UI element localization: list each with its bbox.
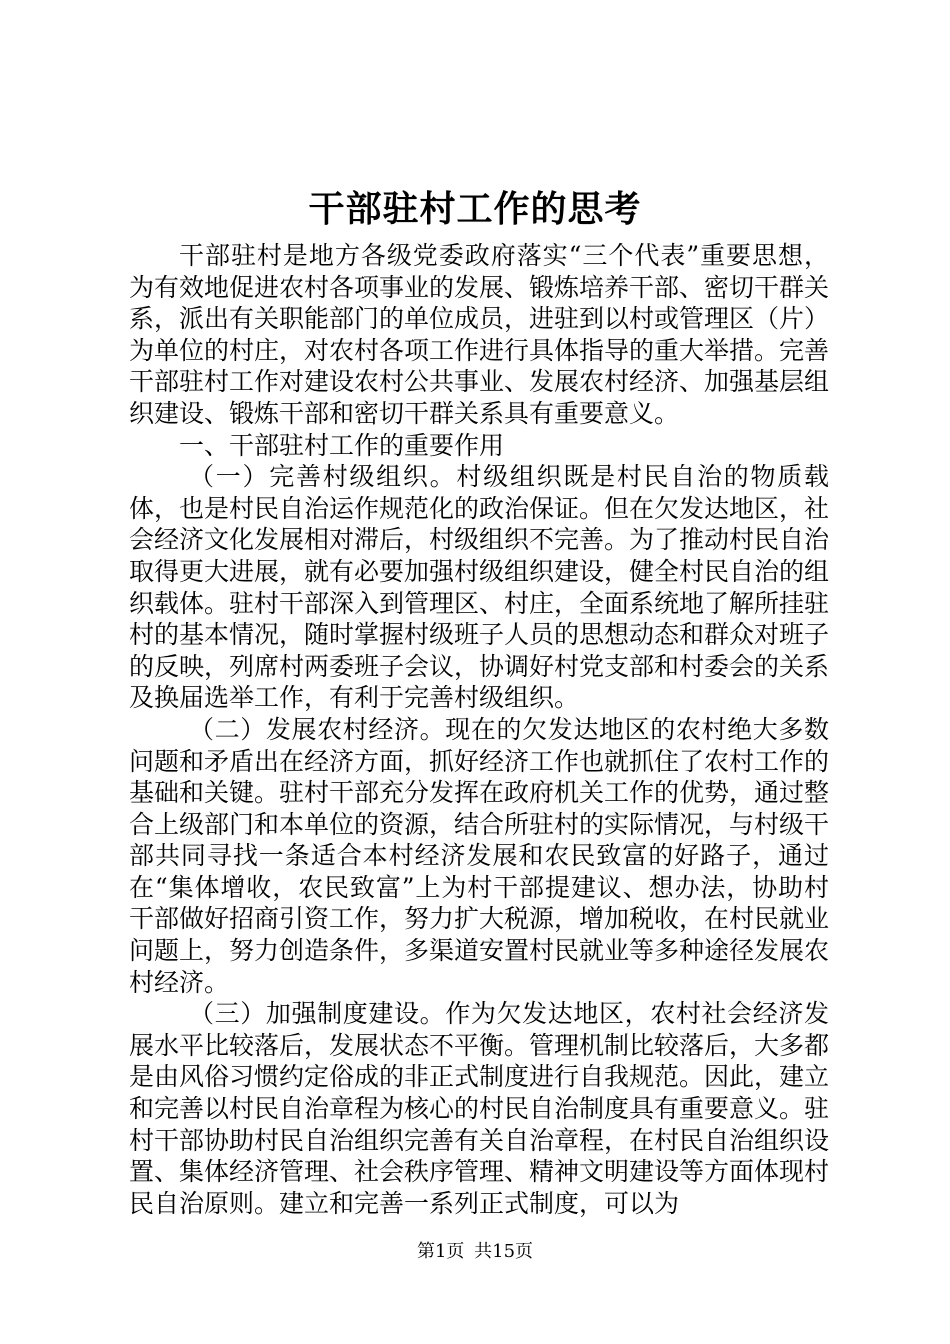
document-title: 干部驻村工作的思考	[308, 188, 642, 230]
page-number: 第1页	[416, 1241, 465, 1262]
page-footer	[0, 1240, 950, 1264]
subsection-paragraph-2: （二）发展农村经济。现在的欠发达地区的农村绝大多数问题和矛盾出在经济方面，抓好经济工作也就抓住了农村工作的基础和关键。驻村干部充分发挥在政府机关工作的优势，通过整合上级部门和本单位的资源，结合所驻村的实际情况，与村级干部共同寻找一条适合本村经济发展和农民致富的好路子，通过在“集体增收，农民致富”上为村干部提建议、想办法，协助村干部做好招商引资工作，努力扩大税源，增加税收，在村民就业问题上，努力创造条件，多渠道安置村民就业等多种途径发展农村经济。	[129, 714, 830, 997]
page-total: 共15页	[474, 1241, 534, 1262]
subsection-paragraph-3: （三）加强制度建设。作为欠发达地区，农村社会经济发展水平比较落后，发展状态不平衡。管理机制比较落后，大多都是由风俗习惯约定俗成的非正式制度进行自我规范。因此，建立和完善以村民自治章程为核心的村民自治制度具有重要意义。驻村干部协助村民自治组织完善有关自治章程，在村民自治组织设置、集体经济管理、社会秩序管理、精神文明建设等方面体现村民自治原则。建立和完善一系列正式制度，可以为	[129, 999, 830, 1218]
intro-paragraph: 干部驻村是地方各级党委政府落实“三个代表”重要思想，为有效地促进农村各项事业的发展、锻炼培养干部、密切干群关系，派出有关职能部门的单位成员，进驻到以村或管理区（片）为单位的村庄，对农村各项工作进行具体指导的重大举措。完善干部驻村工作对建设农村公共事业、发展农村经济、加强基层组织建设、锻炼干部和密切干群关系具有重要意义。	[129, 241, 830, 428]
document-body	[129, 240, 829, 1219]
subsection-paragraph-1: （一）完善村级组织。村级组织既是村民自治的物质载体，也是村民自治运作规范化的政治保证。但在欠发达地区，社会经济文化发展相对滞后，村级组织不完善。为了推动村民自治取得更大进展，就有必要加强村级组织建设，健全村民自治的组织载体。驻村干部深入到管理区、村庄，全面系统地了解所挂驻村的基本情况，随时掌握村级班子人员的思想动态和群众对班子的反映，列席村两委班子会议，协调好村党支部和村委会的关系及换届选举工作，有利于完善村级组织。	[129, 462, 830, 713]
section-heading: 一、干部驻村工作的重要作用	[179, 430, 505, 460]
